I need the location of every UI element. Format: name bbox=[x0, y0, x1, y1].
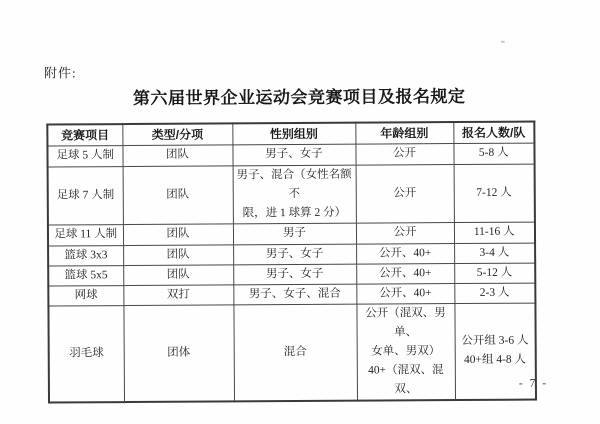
events-table bbox=[46, 121, 537, 403]
attachment-label: 附件: bbox=[43, 65, 77, 81]
cell-quota: 5-8 人 bbox=[453, 143, 534, 164]
table-row-football5 bbox=[47, 143, 534, 167]
cell-event: 篮球 3x3 bbox=[48, 245, 123, 265]
table-row-football7 bbox=[48, 164, 535, 225]
cell-quota: 7-12 人 bbox=[454, 164, 535, 222]
table-row-football11 bbox=[48, 222, 535, 246]
cell-type: 双打 bbox=[123, 284, 233, 305]
cell-age: 公开、40+ bbox=[356, 243, 454, 264]
cell-age: 公开（混双、男单、 女单、男双） 40+（混双、混双、 bbox=[356, 303, 455, 400]
cell-age: 公开、40+ bbox=[356, 283, 454, 304]
cell-gender: 男子、女子 bbox=[233, 264, 356, 285]
table-header-row bbox=[47, 122, 534, 146]
cell-type: 团队 bbox=[123, 244, 233, 265]
cell-gender: 男子、女子 bbox=[232, 144, 355, 166]
col-header-event: 竞赛项目 bbox=[47, 124, 122, 145]
cell-age: 公开 bbox=[356, 164, 454, 223]
cell-quota: 5-12 人 bbox=[454, 263, 535, 283]
page-number: - 7 - bbox=[518, 377, 549, 390]
cell-quota: 11-16 人 bbox=[454, 222, 535, 243]
cell-type: 团队 bbox=[122, 144, 232, 166]
page-title: 第六届世界企业运动会竞赛项目及报名规定 bbox=[132, 86, 466, 109]
col-header-gender: 性别组别 bbox=[232, 123, 355, 145]
cell-event: 篮球 5x5 bbox=[48, 265, 123, 285]
cell-event: 足球 7 人制 bbox=[48, 166, 123, 224]
cell-gender: 男子、混合（女性名额不 限，进 1 球算 2 分） bbox=[233, 165, 356, 224]
cell-type: 团队 bbox=[123, 165, 233, 224]
cell-event: 网球 bbox=[48, 285, 123, 305]
col-header-age: 年龄组别 bbox=[355, 122, 453, 144]
cell-age: 公开 bbox=[356, 222, 454, 244]
cell-gender: 混合 bbox=[233, 304, 357, 401]
cell-type: 团队 bbox=[123, 264, 233, 285]
cell-event: 羽毛球 bbox=[48, 305, 124, 402]
cell-quota: 3-4 人 bbox=[454, 243, 535, 263]
cell-gender: 男子 bbox=[233, 223, 356, 245]
cell-type: 团体 bbox=[123, 304, 234, 401]
col-header-quota: 报名人数/队 bbox=[453, 122, 534, 143]
cell-gender: 男子、女子 bbox=[233, 244, 356, 265]
cell-gender: 男子、女子、混合 bbox=[233, 284, 356, 305]
table-row-badminton bbox=[48, 303, 536, 402]
col-header-type: 类型/分项 bbox=[122, 123, 232, 145]
cell-quota: 2-3 人 bbox=[454, 283, 535, 303]
scan-artifact bbox=[501, 41, 505, 43]
cell-quota: 公开组 3-6 人 40+组 4-8 人 bbox=[454, 303, 536, 400]
cell-age: 公开、40+ bbox=[356, 263, 454, 284]
cell-age: 公开 bbox=[355, 143, 453, 165]
cell-event: 足球 11 人制 bbox=[48, 224, 123, 245]
cell-event: 足球 5 人制 bbox=[47, 145, 122, 166]
cell-type: 团队 bbox=[123, 223, 233, 245]
